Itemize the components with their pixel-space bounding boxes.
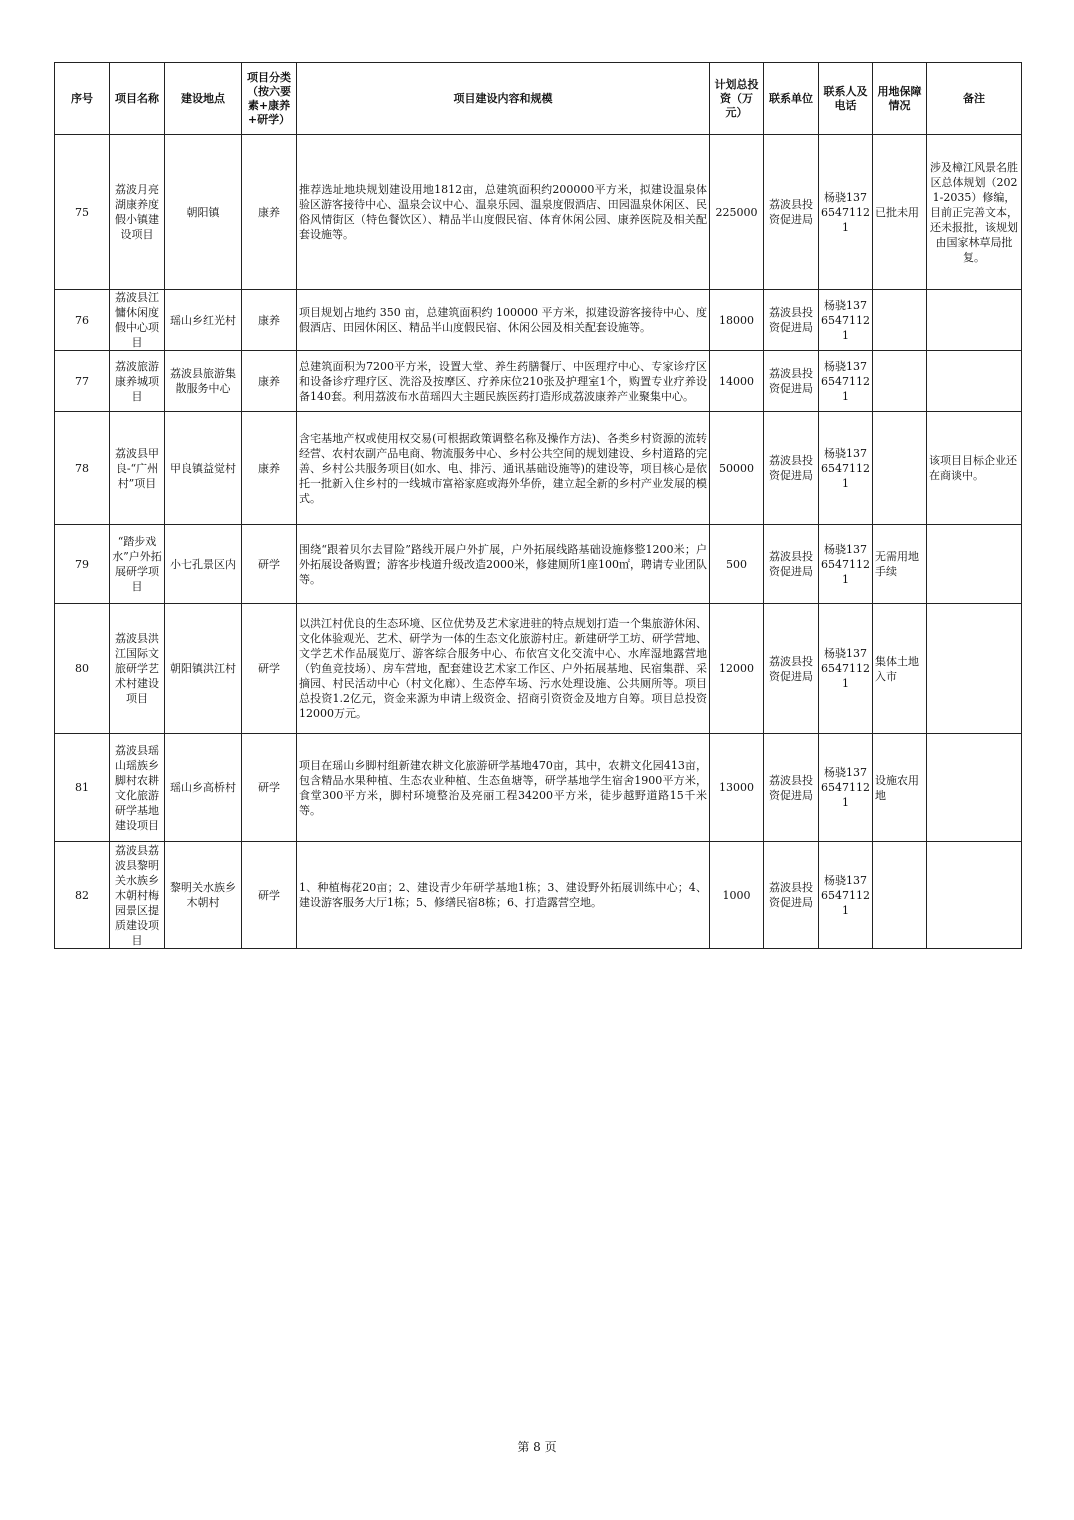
cell-land bbox=[873, 842, 927, 949]
cell-investment: 14000 bbox=[710, 351, 764, 412]
cell-remark bbox=[927, 842, 1022, 949]
cell-location: 甲良镇益觉村 bbox=[165, 412, 242, 525]
cell-investment: 500 bbox=[710, 525, 764, 604]
cell-land: 无需用地手续 bbox=[873, 525, 927, 604]
cell-unit: 荔波县投资促进局 bbox=[764, 734, 819, 842]
header-land: 用地保障情况 bbox=[873, 63, 927, 135]
cell-unit: 荔波县投资促进局 bbox=[764, 351, 819, 412]
cell-location: 朝阳镇 bbox=[165, 135, 242, 290]
cell-location: 小七孔景区内 bbox=[165, 525, 242, 604]
cell-land bbox=[873, 351, 927, 412]
cell-remark: 该项目目标企业还在商谈中。 bbox=[927, 412, 1022, 525]
cell-contact: 杨骁13765471121 bbox=[819, 412, 873, 525]
cell-unit: 荔波县投资促进局 bbox=[764, 525, 819, 604]
header-row bbox=[55, 63, 1022, 135]
cell-remark bbox=[927, 525, 1022, 604]
cell-category: 康养 bbox=[242, 351, 297, 412]
cell-contact: 杨骁13765471121 bbox=[819, 604, 873, 734]
cell-content: 围绕“跟着贝尔去冒险”路线开展户外扩展，户外拓展线路基础设施修整1200米；户外拓展设备购置；游客步栈道升级改造2000米，修建厕所1座100㎡，聘请专业团队等。 bbox=[297, 525, 710, 604]
cell-no: 80 bbox=[55, 604, 110, 734]
cell-land: 设施农用地 bbox=[873, 734, 927, 842]
cell-unit: 荔波县投资促进局 bbox=[764, 412, 819, 525]
cell-location: 瑶山乡红光村 bbox=[165, 290, 242, 351]
cell-location: 瑶山乡高桥村 bbox=[165, 734, 242, 842]
cell-unit: 荔波县投资促进局 bbox=[764, 290, 819, 351]
cell-investment: 50000 bbox=[710, 412, 764, 525]
cell-location: 荔波县旅游集散服务中心 bbox=[165, 351, 242, 412]
header-name: 项目名称 bbox=[110, 63, 165, 135]
cell-content: 含宅基地产权或使用权交易(可根据政策调整名称及操作方法)、各类乡村资源的流转经营、农村农副产品电商、物流服务中心、乡村公共空间的规划建设、乡村道路的完善、乡村公共服务项目(如水、电、排污、通讯基础设施等)的建设等，项目核心是依托一批新入住乡村的一线城市富裕家庭或海外华侨，建立起全新的乡村产业发展的模式。 bbox=[297, 412, 710, 525]
cell-category: 研学 bbox=[242, 734, 297, 842]
header-location: 建设地点 bbox=[165, 63, 242, 135]
cell-no: 77 bbox=[55, 351, 110, 412]
table-row bbox=[55, 412, 1022, 525]
cell-content: 总建筑面积为7200平方米，设置大堂、养生药膳餐厅、中医理疗中心、专家诊疗区和设备诊疗理疗区、洗浴及按摩区、疗养床位210张及护理室1个，购置专业疗养设备140套。利用荔波布水苗瑶四大主题民族医药打造形成荔波康养产业聚集中心。 bbox=[297, 351, 710, 412]
cell-unit: 荔波县投资促进局 bbox=[764, 135, 819, 290]
cell-name: 荔波县甲良-“广州村”项目 bbox=[110, 412, 165, 525]
cell-location: 黎明关水族乡木朝村 bbox=[165, 842, 242, 949]
header-no: 序号 bbox=[55, 63, 110, 135]
cell-content: 项目在瑶山乡脚村组新建农耕文化旅游研学基地470亩，其中，农耕文化园413亩，包含精品水果种植、生态农业种植、生态鱼塘等，研学基地学生宿舍1900平方米，食堂300平方米，脚村环境整治及亮丽工程34200平方米，徒步越野道路15千米等。 bbox=[297, 734, 710, 842]
cell-remark: 涉及樟江风景名胜区总体规划（2021-2035）修编，目前正完善文本，还未报批，该规划由国家林草局批复。 bbox=[927, 135, 1022, 290]
table-row bbox=[55, 842, 1022, 949]
cell-contact: 杨骁13765471121 bbox=[819, 525, 873, 604]
cell-investment: 18000 bbox=[710, 290, 764, 351]
header-unit: 联系单位 bbox=[764, 63, 819, 135]
cell-investment: 13000 bbox=[710, 734, 764, 842]
cell-no: 81 bbox=[55, 734, 110, 842]
cell-name: 荔波县洪江国际文旅研学艺术村建设项目 bbox=[110, 604, 165, 734]
cell-name: 荔波月亮湖康养度假小镇建设项目 bbox=[110, 135, 165, 290]
cell-category: 康养 bbox=[242, 412, 297, 525]
cell-name: 荔波县瑶山瑶族乡脚村农耕文化旅游研学基地建设项目 bbox=[110, 734, 165, 842]
cell-land: 已批未用 bbox=[873, 135, 927, 290]
cell-no: 79 bbox=[55, 525, 110, 604]
table-row bbox=[55, 525, 1022, 604]
cell-category: 研学 bbox=[242, 525, 297, 604]
header-investment: 计划总投资（万元） bbox=[710, 63, 764, 135]
cell-land: 集体土地入市 bbox=[873, 604, 927, 734]
cell-content: 推荐选址地块规划建设用地1812亩，总建筑面积约200000平方米，拟建设温泉体验区游客接待中心、温泉会议中心、温泉乐园、温泉度假酒店、田园温泉休闲区、民俗风情街区（特色餐饮区）、精品半山度假民宿、体育休闲公园、康养医院及相关配套设施等。 bbox=[297, 135, 710, 290]
cell-investment: 1000 bbox=[710, 842, 764, 949]
table-row bbox=[55, 351, 1022, 412]
cell-category: 研学 bbox=[242, 842, 297, 949]
cell-contact: 杨骁13765471121 bbox=[819, 351, 873, 412]
cell-land bbox=[873, 290, 927, 351]
project-table bbox=[54, 62, 1022, 949]
cell-investment: 12000 bbox=[710, 604, 764, 734]
cell-remark bbox=[927, 604, 1022, 734]
cell-remark bbox=[927, 734, 1022, 842]
header-category: 项目分类（按六要素+康养+研学） bbox=[242, 63, 297, 135]
cell-location: 朝阳镇洪江村 bbox=[165, 604, 242, 734]
cell-no: 76 bbox=[55, 290, 110, 351]
header-remark: 备注 bbox=[927, 63, 1022, 135]
table-row bbox=[55, 135, 1022, 290]
page-number: 第 8 页 bbox=[517, 1440, 557, 1454]
cell-no: 82 bbox=[55, 842, 110, 949]
header-contact: 联系人及电话 bbox=[819, 63, 873, 135]
cell-remark bbox=[927, 351, 1022, 412]
cell-name: 荔波县江慵休闲度假中心项目 bbox=[110, 290, 165, 351]
cell-name: 荔波旅游康养城项目 bbox=[110, 351, 165, 412]
cell-category: 康养 bbox=[242, 290, 297, 351]
cell-category: 研学 bbox=[242, 604, 297, 734]
cell-unit: 荔波县投资促进局 bbox=[764, 604, 819, 734]
cell-contact: 杨骁13765471121 bbox=[819, 734, 873, 842]
cell-name: 荔波县荔波县黎明关水族乡木朝村梅园景区提质建设项目 bbox=[110, 842, 165, 949]
cell-name: “踏步戏水”户外拓展研学项目 bbox=[110, 525, 165, 604]
cell-contact: 杨骁13765471121 bbox=[819, 290, 873, 351]
table-row bbox=[55, 290, 1022, 351]
cell-contact: 杨骁13765471121 bbox=[819, 135, 873, 290]
cell-category: 康养 bbox=[242, 135, 297, 290]
table-row bbox=[55, 734, 1022, 842]
cell-investment: 225000 bbox=[710, 135, 764, 290]
header-content: 项目建设内容和规模 bbox=[297, 63, 710, 135]
cell-content: 1、种植梅花20亩；2、建设青少年研学基地1栋；3、建设野外拓展训练中心；4、建设游客服务大厅1栋；5、修缮民宿8栋；6、打造露营空地。 bbox=[297, 842, 710, 949]
cell-contact: 杨骁13765471121 bbox=[819, 842, 873, 949]
cell-content: 以洪江村优良的生态环境、区位优势及艺术家进驻的特点规划打造一个集旅游休闲、文化体验观光、艺术、研学为一体的生态文化旅游村庄。新建研学工坊、研学营地、文学艺术作品展览厅、游客综合服务中心、布依宫文化交流中心、水库湿地露营地（钓鱼竞技场）、房车营地，配套建设艺术家工作区、户外拓展基地、民宿集群、采摘园、村民活动中心（村文化廊）、生态停车场、污水处理设施、公共厕所等。项目总投资1.2亿元，资金来源为申请上级资金、招商引资资金及地方自筹。项目总投资12000万元。 bbox=[297, 604, 710, 734]
cell-unit: 荔波县投资促进局 bbox=[764, 842, 819, 949]
cell-content: 项目规划占地约 350 亩，总建筑面积约 100000 平方米，拟建设游客接待中心、度假酒店、田园休闲区、精品半山度假民宿、休闲公园及相关配套设施等。 bbox=[297, 290, 710, 351]
cell-remark bbox=[927, 290, 1022, 351]
cell-no: 78 bbox=[55, 412, 110, 525]
cell-land bbox=[873, 412, 927, 525]
table-row bbox=[55, 604, 1022, 734]
cell-no: 75 bbox=[55, 135, 110, 290]
